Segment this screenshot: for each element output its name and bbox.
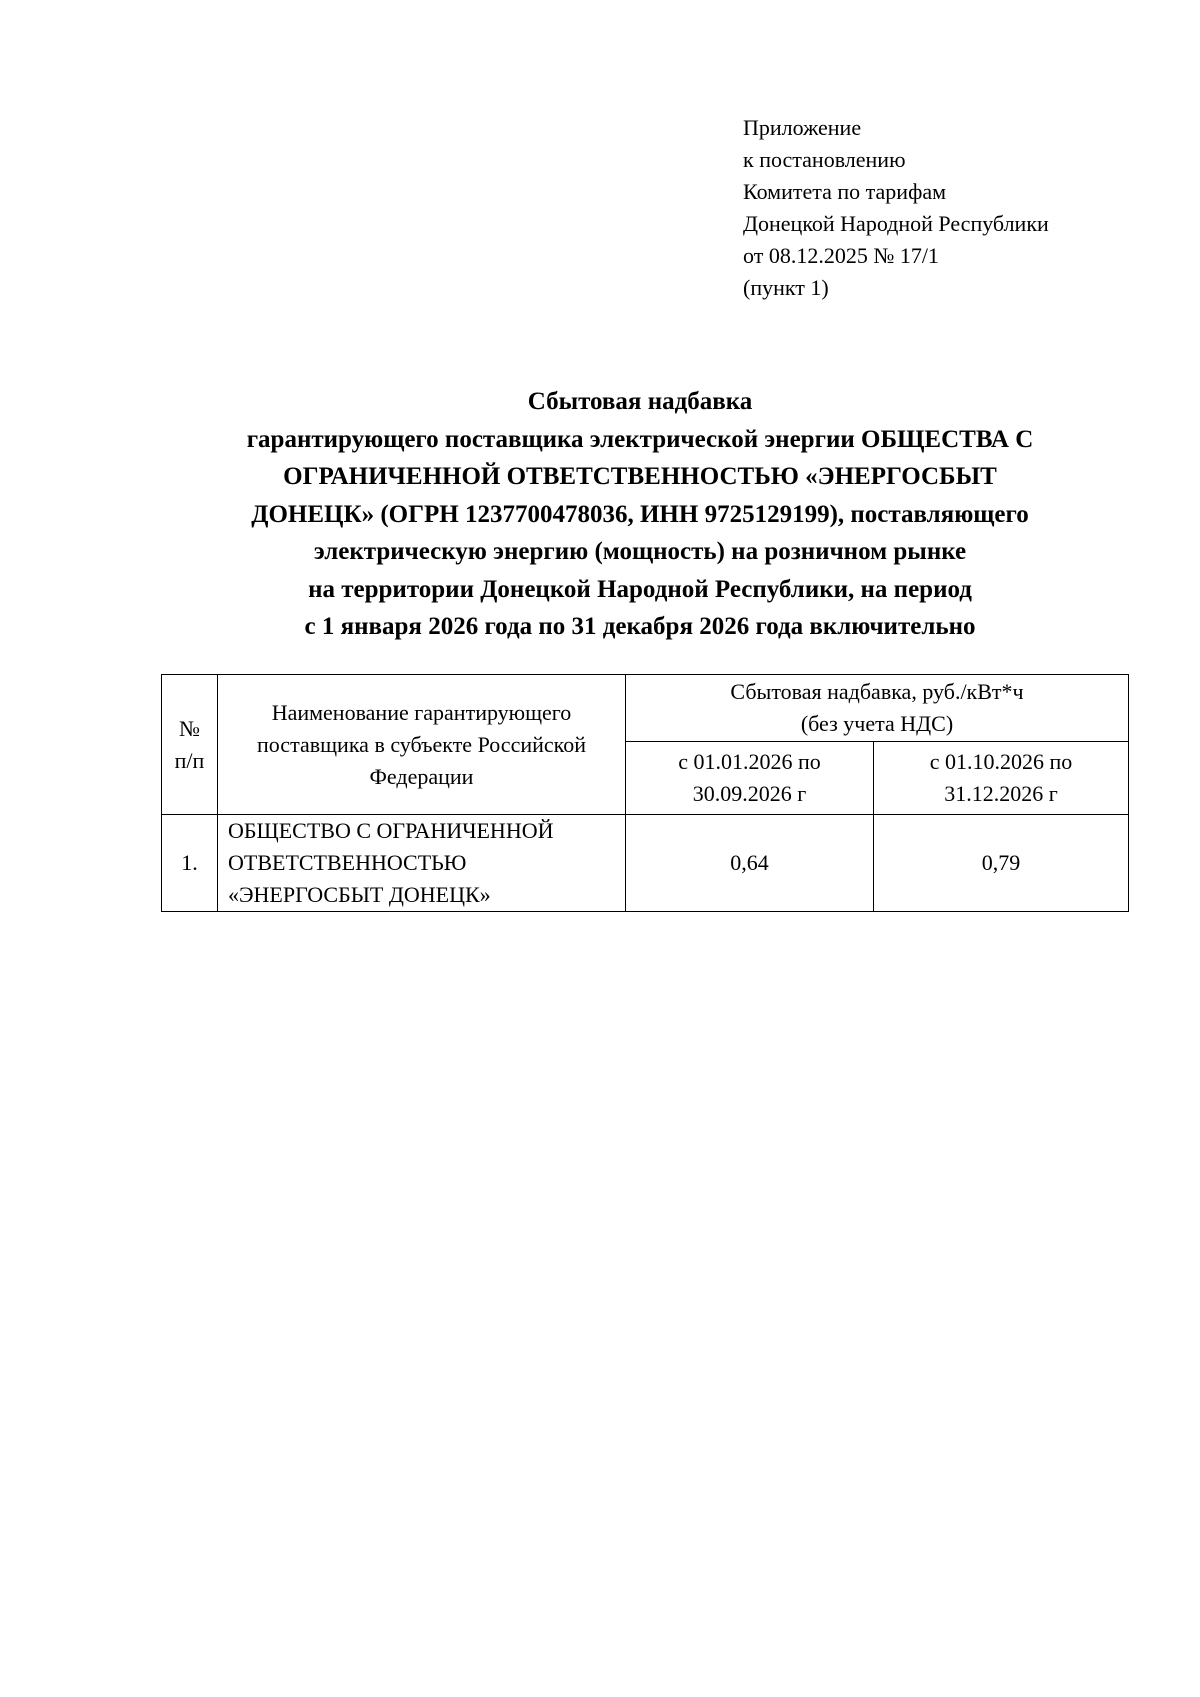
appendix-line: (пункт 1) bbox=[743, 275, 829, 300]
title-line: Сбытовая надбавка bbox=[527, 388, 753, 415]
row-number: 1. bbox=[162, 815, 218, 912]
header-number: № п/п bbox=[162, 675, 218, 815]
table-header-row bbox=[162, 675, 1129, 742]
appendix-line: Донецкой Народной Республики bbox=[743, 211, 1049, 236]
title-line: на территории Донецкой Народной Республики, на период bbox=[308, 575, 972, 603]
row-value-period-2: 0,79 bbox=[874, 815, 1129, 912]
appendix-line: Приложение bbox=[743, 115, 862, 140]
title-line: ДОНЕЦК» (ОГРН 1237700478036, ИНН 9725129199), поставляющего bbox=[251, 500, 1029, 528]
header-markup: Сбытовая надбавка, руб./кВт*ч (без учета НДС) bbox=[626, 675, 1129, 742]
header-period-1: с 01.01.2026 по 30.09.2026 г bbox=[626, 742, 874, 815]
appendix-line: от 08.12.2025 № 17/1 bbox=[743, 243, 939, 268]
appendix-block bbox=[743, 112, 1049, 304]
tariff-table bbox=[161, 674, 1129, 912]
appendix-line: к постановлению bbox=[743, 147, 906, 172]
header-supplier-name: Наименование гарантирующего поставщика в субъекте Российской Федерации bbox=[218, 675, 626, 815]
title-line: с 1 января 2026 года по 31 декабря 2026 года включительно bbox=[304, 613, 976, 640]
appendix-line: Комитета по тарифам bbox=[743, 179, 947, 204]
row-value-period-1: 0,64 bbox=[626, 815, 874, 912]
document-title bbox=[120, 383, 1160, 646]
header-period-2: с 01.10.2026 по 31.12.2026 г bbox=[874, 742, 1129, 815]
row-supplier-name: ОБЩЕСТВО С ОГРАНИЧЕННОЙ ОТВЕТСТВЕННОСТЬЮ «ЭНЕРГОСБЫТ ДОНЕЦК» bbox=[218, 815, 626, 912]
table-row bbox=[162, 815, 1129, 912]
title-line: электрическую энергию (мощность) на розничном рынке bbox=[313, 538, 967, 565]
title-line: гарантирующего поставщика электрической энергии ОБЩЕСТВА С bbox=[246, 425, 1034, 453]
title-line: ОГРАНИЧЕННОЙ ОТВЕТСТВЕННОСТЬЮ «ЭНЕРГОСБЫТ bbox=[283, 463, 997, 490]
